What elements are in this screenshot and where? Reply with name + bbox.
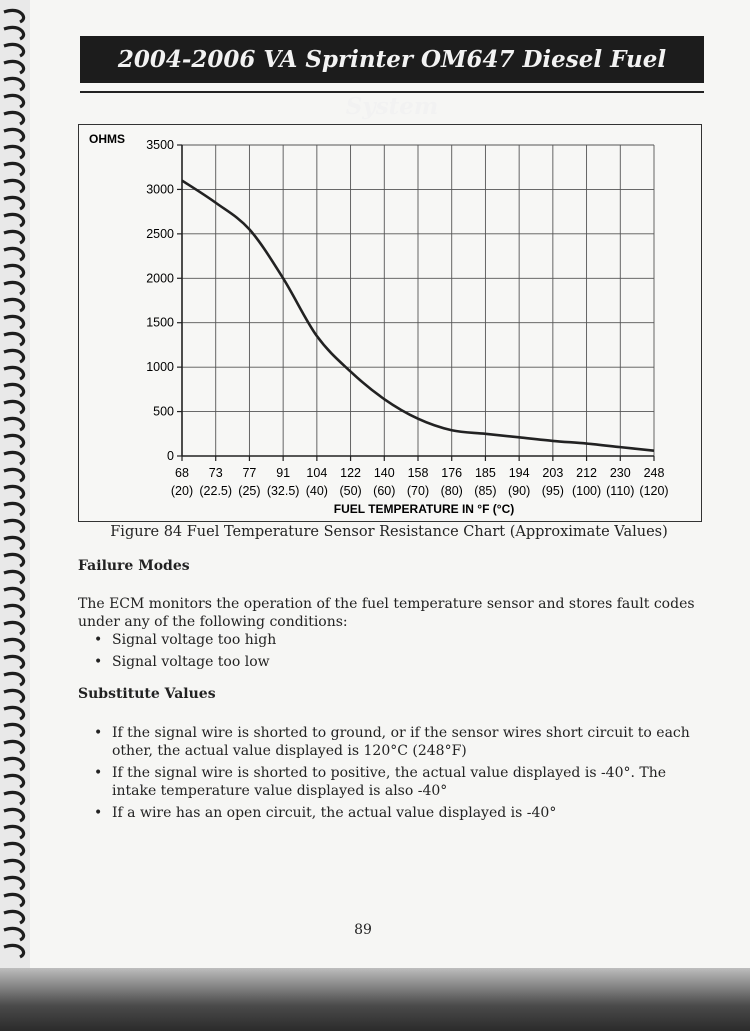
spiral-coil xyxy=(4,656,24,668)
spiral-coil xyxy=(4,316,24,328)
x-tick-label-celsius: (20) xyxy=(170,484,194,498)
page-title: 2004-2006 VA Sprinter OM647 Diesel Fuel System xyxy=(80,36,704,83)
x-tick-label-celsius: (110) xyxy=(606,484,635,498)
spiral-coil xyxy=(4,707,24,719)
x-tick-label: 194 xyxy=(508,466,530,480)
x-tick-label-celsius: (95) xyxy=(541,484,564,498)
y-tick-label: 1500 xyxy=(146,315,174,330)
list-item: • Signal voltage too high xyxy=(94,631,698,649)
spiral-coil xyxy=(4,10,24,22)
x-tick-label-celsius: (25) xyxy=(238,484,261,498)
spiral-coil xyxy=(4,605,24,617)
spiral-coil xyxy=(4,163,24,175)
x-axis-label: FUEL TEMPERATURE IN °F (°C) xyxy=(333,502,515,516)
x-tick-label-celsius: (70) xyxy=(406,484,430,498)
spiral-coil xyxy=(4,248,24,260)
spiral-coil xyxy=(4,843,24,855)
list-item: • If the signal wire is shorted to ground, or if the sensor wires short circuit to each other, the actual value displayed is 120°C (248°F) xyxy=(94,724,698,760)
spiral-coil xyxy=(4,112,24,124)
x-tick-label-celsius: (32.5) xyxy=(266,484,300,498)
x-tick-label-celsius: (22.5) xyxy=(199,484,233,498)
x-tick-label: 248 xyxy=(643,466,665,480)
spiral-coil xyxy=(4,690,24,702)
resistance-chart xyxy=(79,125,701,521)
spiral-coil xyxy=(4,78,24,90)
spiral-coil xyxy=(4,622,24,634)
failure-modes-heading: Failure Modes xyxy=(78,558,190,574)
substitute-values-list xyxy=(94,724,698,826)
page-number: 89 xyxy=(354,922,372,938)
spiral-coil xyxy=(4,724,24,736)
spiral-coil xyxy=(4,775,24,787)
spiral-coil xyxy=(4,418,24,430)
y-tick-label: 2500 xyxy=(146,226,174,241)
spiral-coil xyxy=(4,741,24,753)
x-tick-label-celsius: (85) xyxy=(474,484,497,498)
spiral-coil xyxy=(4,486,24,498)
spiral-coil xyxy=(4,367,24,379)
spiral-coil xyxy=(4,639,24,651)
spiral-coil xyxy=(4,554,24,566)
list-item: • Signal voltage too low xyxy=(94,653,698,671)
x-tick-label: 158 xyxy=(407,466,429,480)
spiral-coil xyxy=(4,911,24,923)
spiral-coil xyxy=(4,44,24,56)
spiral-coil xyxy=(4,299,24,311)
x-tick-label-celsius: (120) xyxy=(639,484,669,498)
spiral-coil xyxy=(4,214,24,226)
spiral-coil xyxy=(4,452,24,464)
x-tick-label: 77 xyxy=(242,466,257,480)
y-tick-label: 3500 xyxy=(146,138,174,152)
spiral-coil xyxy=(4,503,24,515)
substitute-values-heading: Substitute Values xyxy=(78,686,216,702)
x-tick-label: 122 xyxy=(340,466,362,480)
spiral-coil xyxy=(4,231,24,243)
spiral-binding xyxy=(0,0,34,968)
spiral-coil xyxy=(4,146,24,158)
spiral-coil xyxy=(4,877,24,889)
spiral-coil xyxy=(4,860,24,872)
spiral-coil xyxy=(4,27,24,39)
x-tick-label: 230 xyxy=(609,466,631,480)
list-item: • If the signal wire is shorted to positive, the actual value displayed is -40°. The intake temperature value displayed is also -40° xyxy=(94,764,698,800)
spiral-coil xyxy=(4,333,24,345)
failure-modes-text: The ECM monitors the operation of the fuel temperature sensor and stores fault codes under any of the following conditions: xyxy=(78,596,695,630)
title-rule xyxy=(80,91,704,93)
x-tick-label: 68 xyxy=(175,466,189,480)
x-tick-label-celsius: (90) xyxy=(508,484,531,498)
x-tick-label-celsius: (50) xyxy=(339,484,362,498)
y-tick-label: 2000 xyxy=(146,271,174,286)
x-tick-label-celsius: (60) xyxy=(373,484,396,498)
spiral-coil xyxy=(4,95,24,107)
x-tick-label: 73 xyxy=(208,466,223,480)
spiral-coil xyxy=(4,588,24,600)
spiral-coil xyxy=(4,197,24,209)
spiral-coil xyxy=(4,401,24,413)
x-tick-label: 176 xyxy=(441,466,463,480)
x-tick-label: 104 xyxy=(306,466,328,480)
list-item: • If a wire has an open circuit, the actual value displayed is -40° xyxy=(94,804,698,822)
spiral-coil xyxy=(4,945,24,957)
x-tick-label-celsius: (100) xyxy=(571,484,602,498)
spiral-coil xyxy=(4,809,24,821)
spiral-coil xyxy=(4,894,24,906)
x-tick-label-celsius: (80) xyxy=(440,484,463,498)
spiral-coil xyxy=(4,129,24,141)
spiral-coil xyxy=(4,469,24,481)
spiral-coil xyxy=(4,350,24,362)
spiral-coil xyxy=(4,758,24,770)
x-tick-label: 212 xyxy=(576,466,598,480)
y-tick-label: 3000 xyxy=(146,182,174,197)
y-axis-label: OHMS xyxy=(89,132,125,146)
x-tick-label: 203 xyxy=(542,466,564,480)
spiral-coil xyxy=(4,265,24,277)
spiral-coil xyxy=(4,435,24,447)
spiral-coil xyxy=(4,180,24,192)
x-tick-label: 140 xyxy=(373,466,395,480)
failure-modes-list xyxy=(94,631,698,675)
spiral-coil xyxy=(4,826,24,838)
spiral-coil xyxy=(4,571,24,583)
chart-frame xyxy=(78,124,702,522)
figure-caption: Figure 84 Fuel Temperature Sensor Resistance Chart (Approximate Values) xyxy=(110,524,668,540)
x-tick-label: 91 xyxy=(276,466,291,480)
y-tick-label: 1000 xyxy=(146,360,174,375)
y-tick-label: 0 xyxy=(167,449,174,463)
y-tick-label: 500 xyxy=(153,404,174,419)
x-tick-label-celsius: (40) xyxy=(305,484,328,498)
spiral-coil xyxy=(4,384,24,396)
page-bottom-shadow xyxy=(0,968,750,1031)
spiral-coil xyxy=(4,520,24,532)
spiral-coil xyxy=(4,792,24,804)
x-tick-label: 185 xyxy=(474,466,496,480)
spiral-coil xyxy=(4,928,24,940)
spiral-coil xyxy=(4,673,24,685)
spiral-coil xyxy=(4,282,24,294)
spiral-coil xyxy=(4,61,24,73)
spiral-coil xyxy=(4,537,24,549)
